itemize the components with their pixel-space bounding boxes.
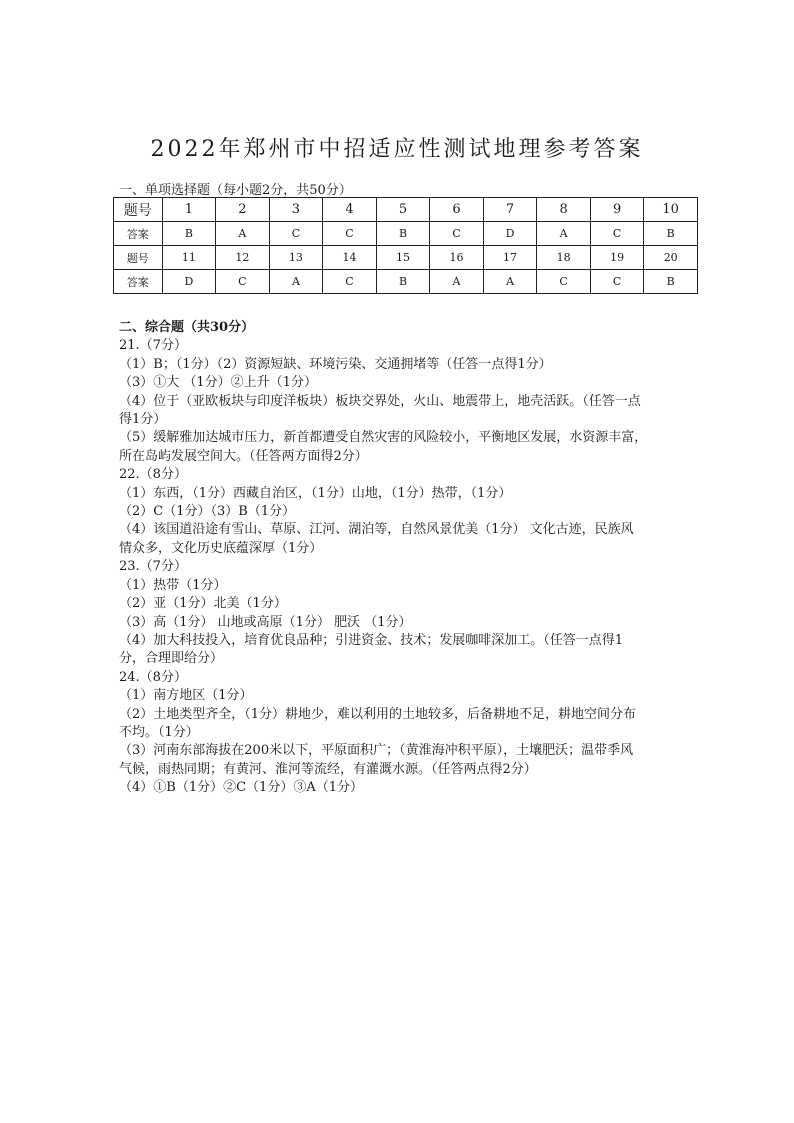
section2	[119, 319, 679, 798]
answer-table	[113, 197, 698, 294]
answer-cell: D	[162, 270, 216, 294]
answer-cell: C	[269, 222, 323, 246]
answer-line: （1）热带（1分）	[119, 577, 227, 593]
answer-cell: C	[216, 270, 270, 294]
question-number: 12	[216, 246, 270, 270]
question-number: 17	[483, 246, 537, 270]
answer-cell: B	[376, 222, 430, 246]
question-number: 6	[430, 198, 484, 222]
question-number: 1	[162, 198, 216, 222]
question-number: 5	[376, 198, 430, 222]
answer-cell: A	[216, 222, 270, 246]
answer-line: （1）东西，（1分）西藏自治区，（1分）山地，（1分）热带，（1分）	[119, 485, 512, 501]
row-label-number: 题号	[114, 246, 163, 270]
section2-heading: 二、综合题（共30分）	[119, 320, 255, 335]
answer-line: 所在岛屿发展空间大。（任答两方面得2分）	[119, 448, 368, 464]
question-number: 10	[644, 198, 698, 222]
answer-line: （1）B；（1分）（2）资源短缺、环境污染、交通拥堵等（任答一点得1分）	[119, 356, 552, 372]
question-number: 20	[644, 246, 698, 270]
question-number: 7	[483, 198, 537, 222]
answer-line: （2）C（1分）（3）B（1分）	[119, 504, 296, 520]
question-heading-23: 23.（7分）	[119, 559, 187, 575]
page-title: 2022年郑州市中招适应性测试地理参考答案	[150, 137, 644, 162]
answer-cell: B	[644, 270, 698, 294]
answer-cell: A	[269, 270, 323, 294]
question-number: 19	[590, 246, 644, 270]
question-number: 14	[323, 246, 377, 270]
question-number: 3	[269, 198, 323, 222]
answer-line: （4）①B（1分）②C（1分）③A（1分）	[119, 780, 363, 796]
answer-line: （3）高（1分） 山地或高原（1分） 肥沃 （1分）	[119, 614, 412, 630]
answer-line: 情众多，文化历史底蕴深厚（1分）	[119, 540, 323, 556]
question-heading-24: 24.（8分）	[119, 669, 187, 685]
answer-line: （2）土地类型齐全，（1分）耕地少，难以利用的土地较多，后备耕地不足，耕地空间分布	[119, 706, 637, 722]
answer-cell: D	[483, 222, 537, 246]
table-row-numbers	[114, 198, 698, 222]
answer-cell: C	[590, 270, 644, 294]
answer-line: 得1分）	[119, 412, 167, 428]
answer-cell: C	[537, 270, 591, 294]
question-number: 13	[269, 246, 323, 270]
question-number: 9	[590, 198, 644, 222]
answer-cell: B	[376, 270, 430, 294]
answer-cell: A	[537, 222, 591, 246]
answer-cell: B	[162, 222, 216, 246]
answer-cell: A	[483, 270, 537, 294]
answer-cell: C	[590, 222, 644, 246]
row-label-number: 题号	[114, 198, 163, 222]
answer-line: （4）位于（亚欧板块与印度洋板块）板块交界处，火山、地震带上，地壳活跃。（任答一点	[119, 393, 641, 409]
table-row-answers	[114, 222, 698, 246]
answer-line: （1）南方地区（1分）	[119, 688, 253, 704]
answer-cell: C	[323, 270, 377, 294]
answer-cell: C	[323, 222, 377, 246]
table-row-numbers	[114, 246, 698, 270]
question-number: 18	[537, 246, 591, 270]
row-label-answer: 答案	[114, 222, 163, 246]
answer-line: （3）①大 （1分）②上升（1分）	[119, 375, 317, 391]
answer-cell: C	[430, 222, 484, 246]
question-number: 8	[537, 198, 591, 222]
answer-line: 气候，雨热同期；有黄河、淮河等流经，有灌溉水源。（任答两点得2分）	[119, 761, 537, 777]
question-number: 4	[323, 198, 377, 222]
table-row-answers	[114, 270, 698, 294]
question-number: 15	[376, 246, 430, 270]
answer-line: （2）亚（1分）北美（1分）	[119, 596, 287, 612]
answer-line: （4）该国道沿途有雪山、草原、江河、湖泊等，自然风景优美（1分） 文化古迹，民族风	[119, 522, 634, 538]
row-label-answer: 答案	[114, 270, 163, 294]
question-number: 16	[430, 246, 484, 270]
question-heading-22: 22.（8分）	[119, 467, 187, 483]
section1-heading: 一、单项选择题（每小题2分，共50分）	[119, 183, 352, 198]
answer-line: （4）加大科技投入，培育优良品种；引进资金、技术；发展咖啡深加工。（任答一点得1	[119, 632, 624, 648]
answer-line: （5）缓解雅加达城市压力，新首都遭受自然灾害的风险较小，平衡地区发展，水资源丰富，	[119, 430, 648, 446]
question-number: 11	[162, 246, 216, 270]
answer-cell: A	[430, 270, 484, 294]
question-number: 2	[216, 198, 270, 222]
answer-line: 分，合理即给分）	[119, 651, 224, 667]
question-heading-21: 21.（7分）	[119, 338, 187, 354]
answer-line: （3）河南东部海拔在200米以下，平原面积广；（黄淮海冲积平原），土壤肥沃；温带季风	[119, 743, 634, 759]
answer-cell: B	[644, 222, 698, 246]
answer-line: 不均。（1分）	[119, 724, 199, 740]
